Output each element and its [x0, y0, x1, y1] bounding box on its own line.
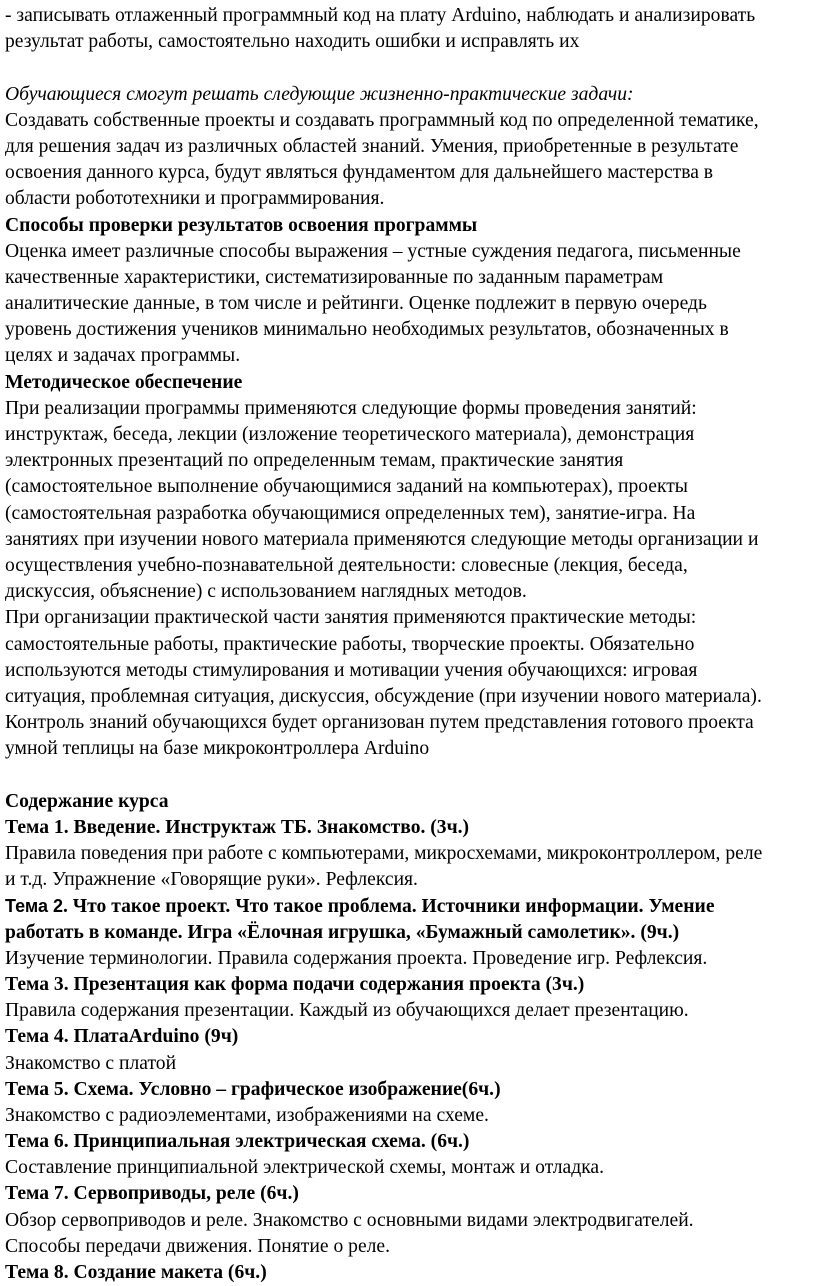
text-line: уровень достижения учеников минимально необходимых результатов, обозначенных в [5, 319, 729, 341]
text-line: Обзор сервоприводов и реле. Знакомство с основными видами электродвигателей. [5, 1209, 694, 1231]
assessment-section [5, 213, 813, 370]
topic-3-title: Тема 3. Презентация как форма подачи содержания проекта (3ч.) [5, 973, 585, 995]
topic-4-title: Тема 4. ПлатаArduino (9ч) [5, 1026, 239, 1048]
topic-8-title: Тема 8. Создание макета (6ч.) [5, 1262, 267, 1283]
blank-line [5, 762, 813, 788]
text-line: Знакомство с платой [5, 1052, 177, 1074]
topic-7-title: Тема 7. Сервоприводы, реле (6ч.) [5, 1183, 299, 1205]
text-line: Оценка имеет различные способы выражения – устные суждения педагога, письменные [5, 240, 741, 262]
text-line: Правила содержания презентации. Каждый из обучающихся делает презентацию. [5, 1000, 689, 1022]
outcome-paragraph [5, 3, 813, 55]
text-line: Составление принципиальной электрической схемы, монтаж и отладка. [5, 1157, 605, 1179]
text-line: Способы передачи движения. Понятие о реле. [5, 1235, 391, 1257]
text-line: области робототехники и программирования. [5, 188, 385, 210]
text-line: электронных презентаций по определенным темам, практические занятия [5, 450, 624, 472]
text-line: используются методы стимулирования и мотивации учения обучающихся: игровая [5, 659, 698, 681]
text-line: (самостоятельное выполнение обучающимися заданий на компьютерах), проекты [5, 476, 688, 498]
text-line: осуществления учебно-познавательной деятельности: словесные (лекция, беседа, [5, 554, 688, 576]
course-content-section [5, 789, 813, 1286]
text-line: умной теплицы на базе микроконтроллера Arduino [5, 738, 430, 760]
tasks-heading: Обучающиеся смогут решать следующие жизненно-практические задачи: [5, 83, 634, 105]
text-line: занятиях при изучении нового материала применяются следующие методы организации и [5, 528, 759, 550]
topic-5-title: Тема 5. Схема. Условно – графическое изображение(6ч.) [5, 1078, 501, 1100]
assessment-heading: Способы проверки результатов освоения программы [5, 214, 478, 236]
topic-2-title-text: . Что такое проект. Что такое проблема. Источники информации. Умение [62, 896, 715, 918]
topic-6-title: Тема 6. Принципиальная электрическая схема. (6ч.) [5, 1131, 470, 1153]
methods-heading: Методическое обеспечение [5, 371, 243, 393]
text-line: самостоятельные работы, практические работы, творческие проекты. Обязательно [5, 633, 695, 655]
text-line: качественные характеристики, систематизированные по заданным параметрам [5, 266, 664, 288]
topic-2-title [5, 893, 813, 919]
text-line: Изучение терминологии. Правила содержания проекта. Проведение игр. Рефлексия. [5, 947, 708, 969]
text-line: Правила поведения при работе с компьютерами, микросхемами, микроконтроллером, реле [5, 843, 763, 864]
methods-section [5, 370, 813, 763]
text-line: Создавать собственные проекты и создавать программный код по определенной тематике, [5, 109, 759, 131]
text-line: ситуация, проблемная ситуация, дискуссия, обсуждение (при изучении нового материала). [5, 685, 762, 707]
tasks-section [5, 82, 813, 213]
blank-line [5, 55, 813, 81]
document-page [5, 3, 813, 1286]
course-heading: Содержание курса [5, 790, 169, 812]
text-line: и т.д. Упражнение «Говорящие руки». Рефлексия. [5, 869, 418, 891]
text-line: - записывать отлаженный программный код на плату Arduino, наблюдать и анализировать [5, 5, 756, 26]
topic-1-title: Тема 1. Введение. Инструктаж ТБ. Знакомство. (3ч.) [5, 816, 470, 838]
topic-2-label: Тема 2 [5, 896, 63, 917]
text-line: дискуссия, объяснение) с использованием наглядных методов. [5, 581, 527, 603]
text-line: инструктаж, беседа, лекции (изложение теоретического материала), демонстрация [5, 424, 695, 445]
text-line: Контроль знаний обучающихся будет организован путем представления готового проекта [5, 712, 754, 734]
text-line: При организации практической части занятия применяются практические методы: [5, 607, 697, 629]
text-line: для решения задач из различных областей знаний. Умения, приобретенные в результате [5, 135, 739, 157]
text-line: Знакомство с радиоэлементами, изображениями на схеме. [5, 1104, 489, 1126]
text-line: (самостоятельная разработка обучающимися определенных тем), занятие-игра. На [5, 502, 696, 524]
text-line: аналитические данные, в том числе и рейтинги. Оценке подлежит в первую очередь [5, 293, 707, 315]
text-line: целях и задачах программы. [5, 345, 241, 367]
text-line: При реализации программы применяются следующие формы проведения занятий: [5, 397, 697, 419]
text-line: освоения данного курса, будут являться фундаментом для дальнейшего мастерства в [5, 162, 714, 184]
topic-2-title-continued: работать в команде. Игра «Ёлочная игрушка, «Бумажный самолетик». (9ч.) [5, 921, 680, 943]
text-line: результат работы, самостоятельно находить ошибки и исправлять их [5, 31, 580, 53]
